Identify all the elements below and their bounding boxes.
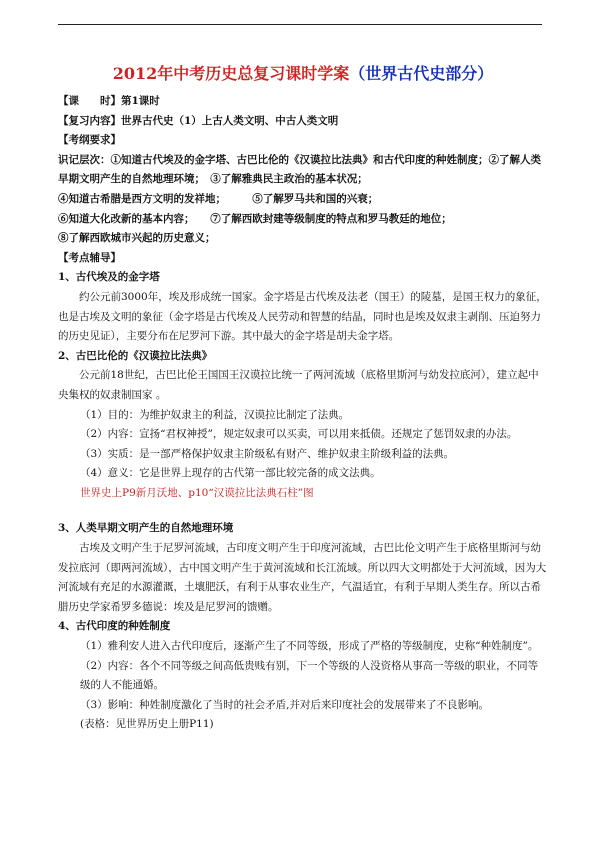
- requirement-line: ⑥知道大化改新的基本内容； ⑦了解西欧封建等级制度的特点和罗马教廷的地位；: [58, 212, 452, 225]
- requirements-heading: 【考纲要求】: [58, 134, 121, 147]
- section-4-table-note: (表格：见世界历史上册P11): [80, 718, 214, 731]
- section-1-paragraph: 约公元前3000年，埃及形成统一国家。金字塔是古代埃及法老（国王）的陵墓，是国王权力的象征，也是古埃及文明的象征（金字塔是古代埃及人民劳动和智慧的结晶，同时也是埃及奴隶主剥削、压迫努力的历史见证），主要分布在尼罗河下游。其中最大的金字塔是胡夫金字塔。: [58, 290, 547, 343]
- document-title: [58, 62, 548, 86]
- spacer: [58, 503, 548, 519]
- section-4-item: （2）内容：各个不同等级之间高低贵贱有别，下一个等级的人没资格从事高一等级的职业，不同等级的人不能通婚。: [80, 659, 539, 692]
- section-2-paragraph: 公元前18世纪，古巴比伦王国国王汉谟拉比统一了两河流域（底格里斯河与幼发拉底河），建立起中央集权的奴隶制国家 。: [58, 369, 539, 401]
- header-rule: [58, 24, 542, 25]
- section-3-paragraph: 古埃及文明产生于尼罗河流域，古印度文明产生于印度河流域，古巴比伦文明产生于底格里斯河与幼发拉底河（即两河流域），古中国文明产生于黄河流域和长江流域。所以四大文明都处于大河流域，因为大河流域有充足的水源灌溉，土壤肥沃，有利于从事农业生产，气温适宜，有利于早期人类生存。所以古希腊历史学家希罗多德说：埃及是尼罗河的馈赠。: [58, 542, 547, 613]
- section-2-heading: 2、古巴比伦的《汉谟拉比法典》: [58, 349, 213, 362]
- section-4-item: （3）影响：种姓制度激化了当时的社会矛盾,并对后来印度社会的发展带来了不良影响。: [80, 698, 490, 711]
- class-hours: 【课 时】第1课时: [58, 95, 160, 107]
- review-content: 【复习内容】世界古代史（1）上古人类文明、中古人类文明: [58, 114, 339, 127]
- document-page: [58, 62, 548, 735]
- section-2-item: （2）内容：宣扬“君权神授”，规定奴隶可以买卖，可以用来抵债。还规定了惩罚奴隶的办法。: [80, 428, 518, 441]
- requirement-line: ⑧了解西欧城市兴起的历史意义；: [58, 232, 216, 245]
- guidance-heading: 【考点辅导】: [58, 251, 121, 264]
- section-3-heading: 3、人类早期文明产生的自然地理环境: [58, 522, 234, 535]
- section-2-item: （4）意义：它是世界上现存的古代第一部比较完备的成文法典。: [80, 467, 381, 480]
- title-sub: （世界古代史部分）: [349, 64, 494, 83]
- section-2-item: （3）实质：是一部严格保护奴隶主阶级私有财产、维护奴隶主阶级利益的法典。: [80, 447, 455, 460]
- requirement-line: 识记层次：①知道古代埃及的金字塔、古巴比伦的《汉谟拉比法典》和古代印度的种姓制度；②了解人类早期文明产生的自然地理环境； ③了解雅典民主政治的基本状况；: [58, 153, 541, 186]
- section-1-heading: 1、古代埃及的金字塔: [58, 271, 160, 284]
- section-2-item: （1）目的：为维护奴隶主的利益，汉谟拉比制定了法典。: [80, 408, 350, 421]
- section-2-note: 世界史上P9新月沃地、p10“汉谟拉比法典石柱”图: [80, 486, 314, 499]
- section-4-item: （1）雅利安人进入古代印度后，逐渐产生了不同等级，形成了严格的等级制度，史称“种姓制度”。: [80, 640, 539, 653]
- title-main: 2012年中考历史总复习课时学案: [112, 64, 350, 83]
- requirement-line: ④知道古希腊是西方文明的发祥地； ⑤了解罗马共和国的兴衰；: [58, 192, 379, 205]
- section-4-heading: 4、古代印度的种姓制度: [58, 620, 171, 633]
